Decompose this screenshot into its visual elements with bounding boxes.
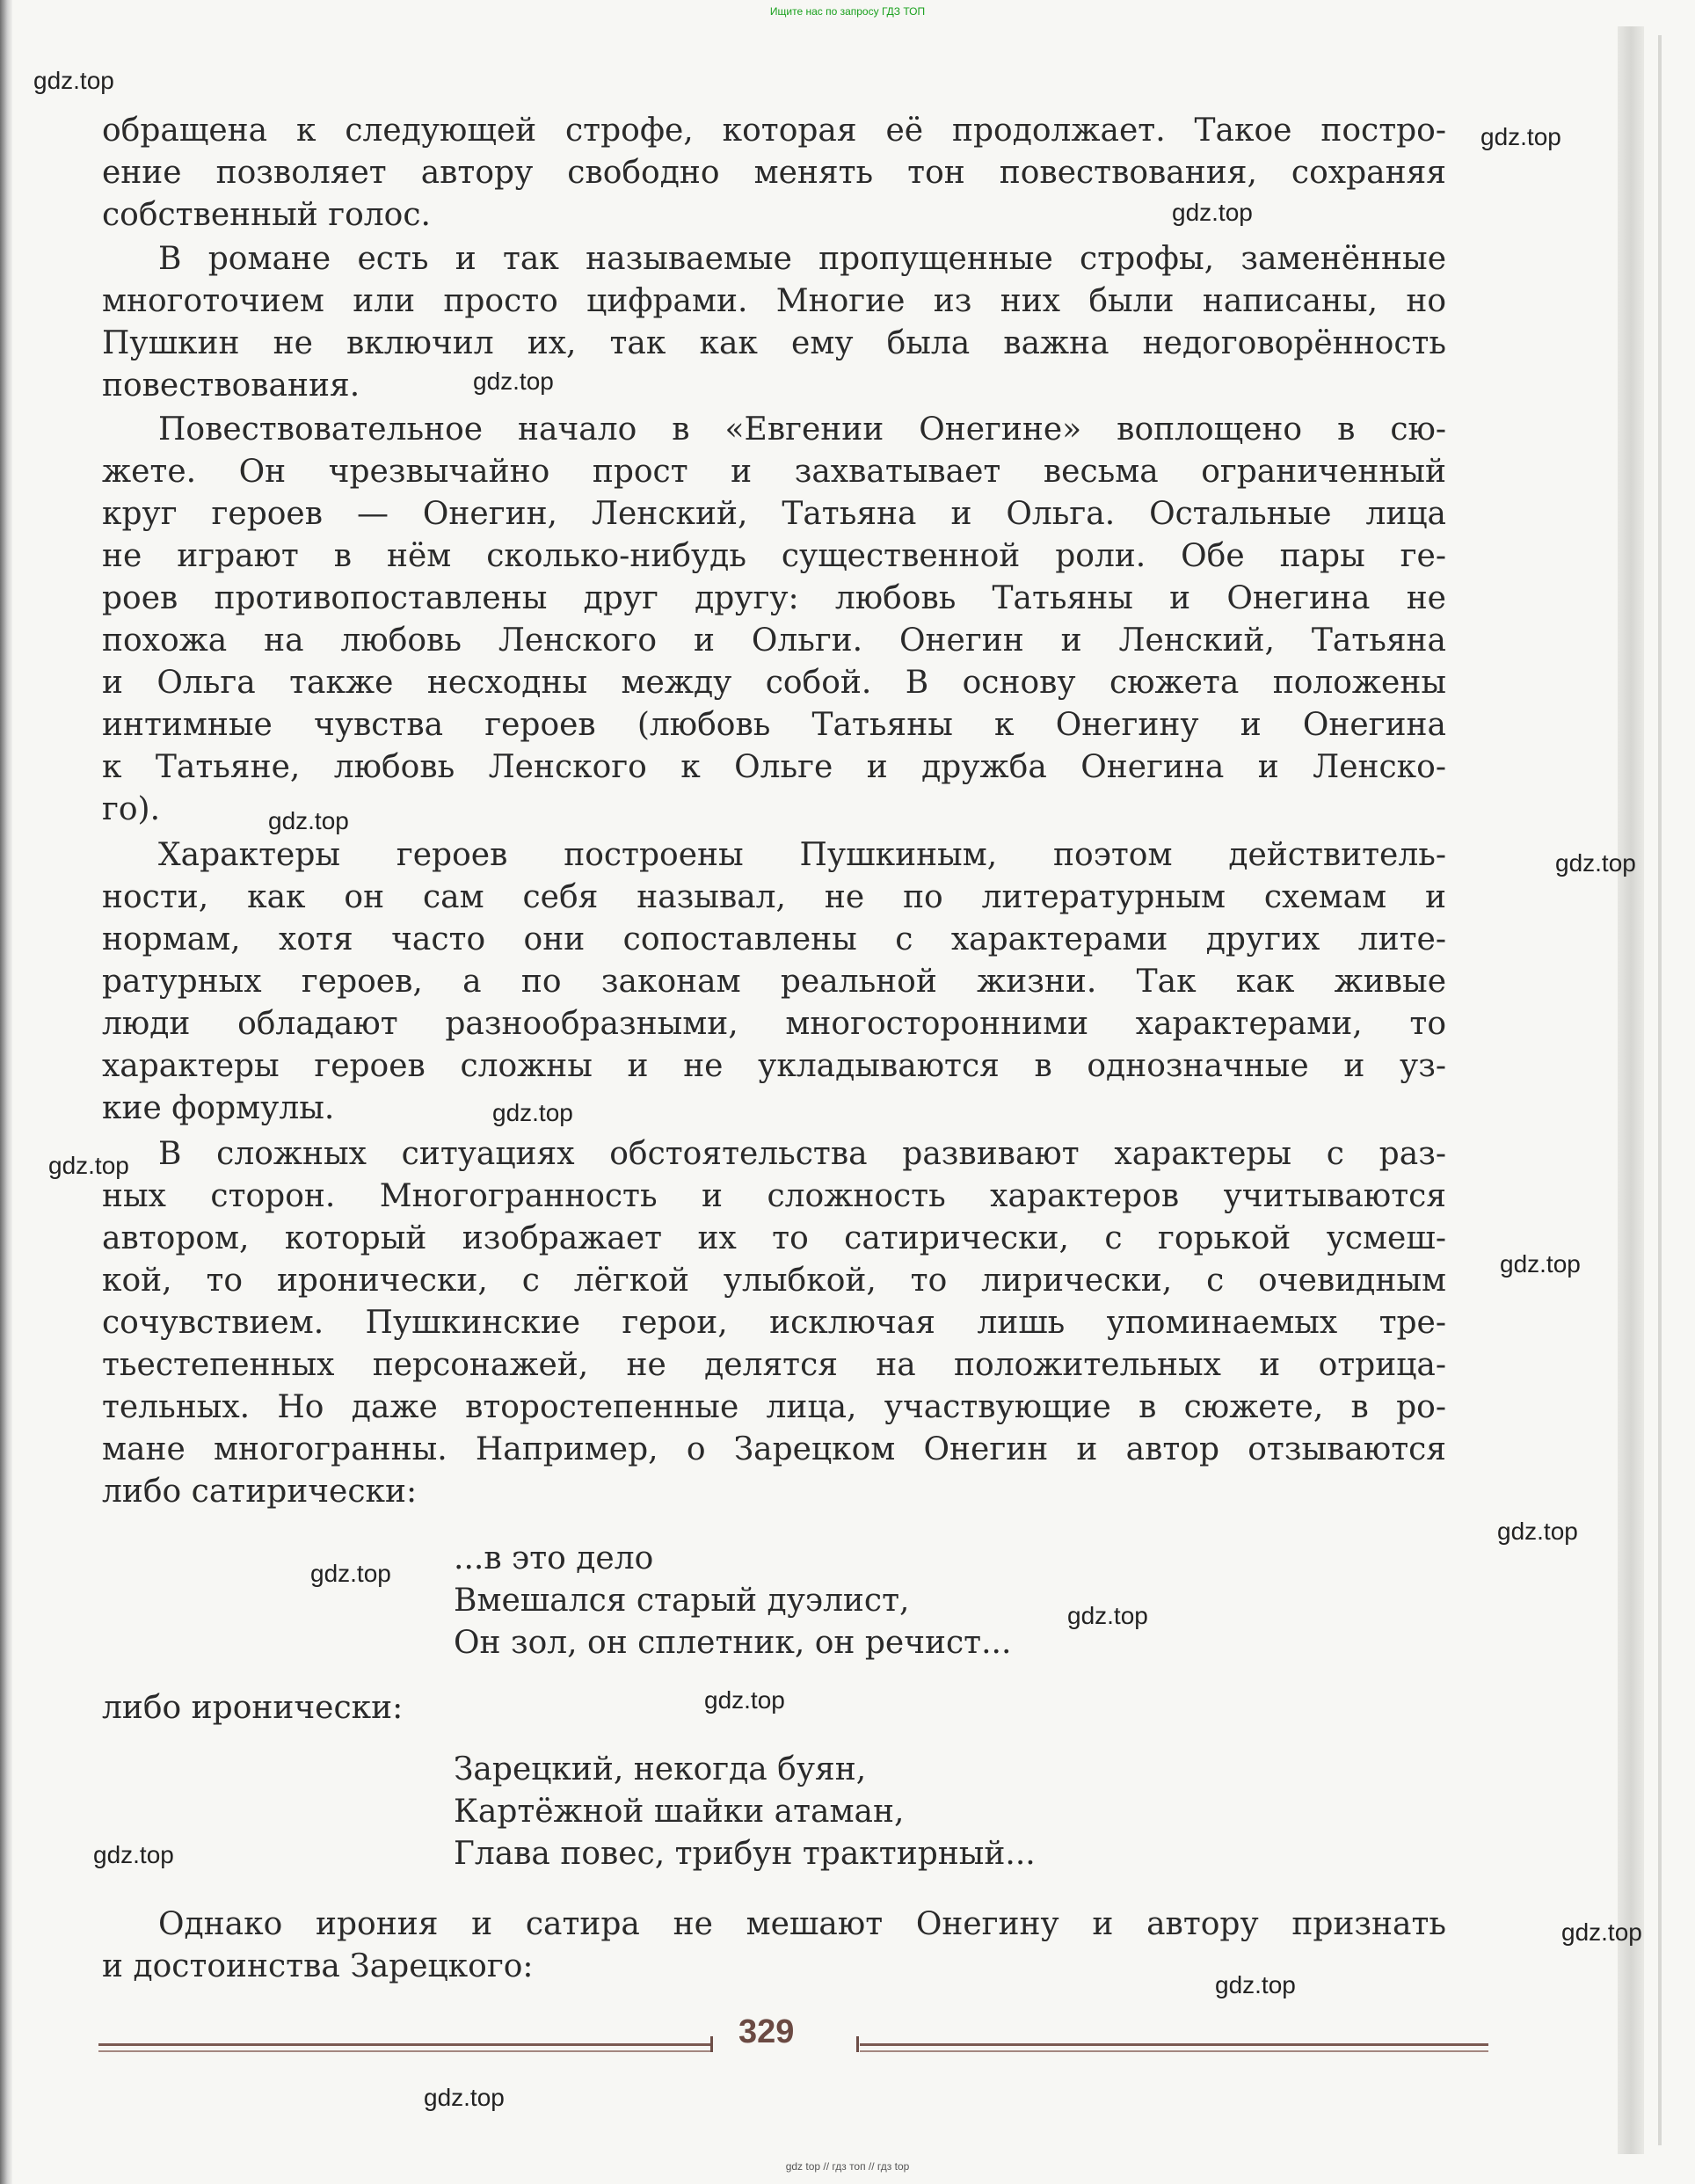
text-line: круг героев — Онегин, Ленский, Татьяна и Ольга. Остальные лица [102,496,1446,532]
watermark: gdz.top [33,67,114,94]
watermark: gdz.top [473,368,554,395]
text-line: автором, который изображает их то сатирически, с горькой усмеш- [102,1220,1446,1256]
text-line: ратурных героев, а по законам реальной жизни. Так как живые [102,964,1446,1000]
text-line: похожа на любовь Ленского и Ольги. Онегин и Ленский, Татьяна [102,622,1446,659]
page-edge-line [1658,35,1662,2145]
text-line: к Татьяне, любовь Ленского к Ольге и дружба Онегина и Ленско- [102,749,1446,785]
verse-line: Глава повес, трибун трактирный... [454,1836,1036,1872]
verse-line: Вмешался старый дуэлист, [454,1583,910,1619]
text-line: В сложных ситуациях обстоятельства развивают характеры с раз- [158,1136,1446,1172]
watermark: gdz.top [93,1841,174,1868]
text-line: жете. Он чрезвычайно прост и захватывает весьма ограниченный [102,454,1446,490]
watermark: gdz.top [268,807,349,834]
footer-rule-right [860,2043,1488,2046]
watermark: gdz.top [1480,123,1561,150]
footer-rule-left-thin [98,2050,710,2052]
verse-line: ...в это дело [454,1540,654,1576]
verse-line: Картёжной шайки атаман, [454,1794,905,1830]
text-line: и достоинства Зарецкого: [102,1948,534,1984]
text-line: Пушкин не включил их, так как ему была важна недоговорённость [102,325,1446,361]
watermark: gdz.top [1497,1518,1578,1545]
watermark: gdz.top [492,1099,573,1126]
text-line: ности, как он сам себя называл, не по литературным схемам и [102,879,1446,915]
text-line: мане многогранны. Например, о Зарецком Онегин и автор отзываются [102,1431,1446,1467]
text-line: не играют в нём сколько-нибудь существенной роли. Обе пары ге- [102,538,1446,574]
watermark: gdz.top [1500,1250,1581,1278]
text-line: либо сатирически: [102,1474,418,1510]
footer-rule-tick [856,2036,859,2052]
text-line: го). [102,791,161,827]
page-edge-strip [1618,26,1644,2154]
text-line: Повествовательное начало в «Евгении Онегине» воплощено в сю- [158,411,1446,448]
text-line: многоточием или просто цифрами. Многие из них были написаны, но [102,283,1446,319]
text-line: нормам, хотя часто они сопоставлены с характерами других лите- [102,921,1446,957]
verse-line: Он зол, он сплетник, он речист... [454,1625,1012,1661]
footer-credit: gdz top // гдз топ // гдз top [785,2160,910,2173]
text-line: тьестепенных персонажей, не делятся на положительных и отрица- [102,1347,1446,1383]
footer-rule-tick [710,2036,713,2052]
text-line: Характеры героев построены Пушкиным, поэтом действитель- [158,837,1446,873]
text-line: кие формулы. [102,1090,335,1126]
text-line: В романе есть и так называемые пропущенные строфы, заменённые [158,241,1446,277]
watermark: gdz.top [1561,1918,1642,1946]
watermark: gdz.top [310,1560,391,1587]
text-line: характеры героев сложны и не укладываются в однозначные и уз- [102,1048,1446,1084]
text-line: собственный голос. [102,197,431,233]
text-line: либо иронически: [102,1690,404,1726]
text-line: повествования. [102,368,360,404]
text-line: кой, то иронически, с лёгкой улыбкой, то лирически, с очевидным [102,1263,1446,1299]
watermark: gdz.top [1215,1971,1296,1998]
text-line: обращена к следующей строфе, которая её продолжает. Такое постро- [102,113,1446,149]
text-line: люди обладают разнообразными, многосторонними характерами, то [102,1006,1446,1042]
text-line: интимные чувства героев (любовь Татьяны к Онегину и Онегина [102,707,1446,743]
text-line: и Ольга также несходны между собой. В основу сюжета положены [102,665,1446,701]
watermark: gdz.top [1555,849,1636,877]
footer-rule-right-thin [860,2050,1488,2052]
watermark: gdz.top [1067,1602,1148,1629]
text-line: сочувствием. Пушкинские герои, исключая лишь упоминаемых тре- [102,1305,1446,1341]
text-line: ных сторон. Многогранность и сложность характеров учитываются [102,1178,1446,1214]
footer-rule-left [98,2043,710,2046]
text-line: тельных. Но даже второстепенные лица, участвующие в сюжете, в ро- [102,1389,1446,1425]
watermark: gdz.top [424,2084,505,2111]
text-line: роев противопоставлены друг другу: любовь Татьяны и Онегина не [102,580,1446,616]
watermark: gdz.top [1172,199,1253,226]
text-line: Однако ирония и сатира не мешают Онегину и автору признать [158,1906,1446,1942]
page-number: 329 [738,2013,795,2050]
page-binding-shadow [0,0,12,2184]
top-banner: Ищите нас по запросу ГДЗ ТОП [769,5,926,18]
watermark: gdz.top [704,1686,785,1714]
verse-line: Зарецкий, некогда буян, [454,1751,867,1787]
text-line: ение позволяет автору свободно менять тон повествования, сохраняя [102,155,1446,191]
watermark: gdz.top [48,1152,129,1179]
